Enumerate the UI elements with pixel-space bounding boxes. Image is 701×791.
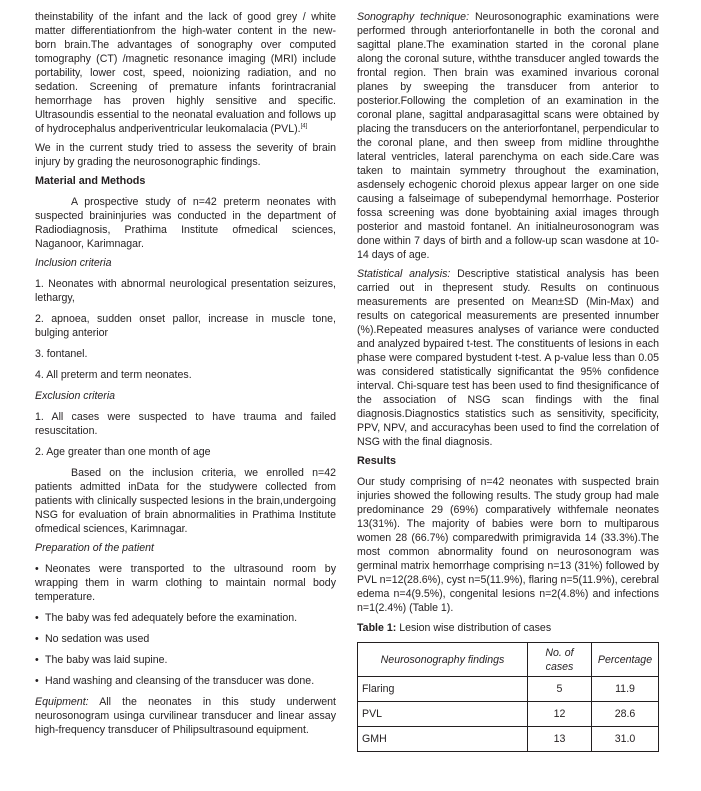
preparation-heading: Preparation of the patient <box>35 542 154 554</box>
inclusion-heading: Inclusion criteria <box>35 257 112 269</box>
preparation-item: • Hand washing and cleansing of the transducer was done. <box>35 675 315 687</box>
bullet-icon: • <box>35 563 39 575</box>
inclusion-item: 3. fontanel. <box>35 348 88 360</box>
table-cell: 5 <box>528 677 592 702</box>
enrolled-paragraph: Based on the inclusion criteria, we enrolled n=42 patients admitted inData for the studywere collected from patients with clinically suspected lesions in the brain,undergoing NSG for evaluation of brain abnormalities in Prathima Institute ofmedical sciences, Karimnagar. <box>35 467 336 535</box>
table-header-row <box>358 643 659 677</box>
sonography-label: Sonography technique: <box>357 11 470 23</box>
left-column <box>35 10 336 742</box>
table-cell: Flaring <box>358 677 528 702</box>
methods-heading: Material and Methods <box>35 175 146 187</box>
table-row <box>358 677 659 702</box>
lesion-table <box>357 642 659 752</box>
bullet-icon: • <box>35 654 39 666</box>
exclusion-heading: Exclusion criteria <box>35 390 116 402</box>
table-cell: 13 <box>528 727 592 752</box>
table-row <box>358 702 659 727</box>
table-cell: PVL <box>358 702 528 727</box>
bullet-icon: • <box>35 633 39 645</box>
preparation-item: • The baby was fed adequately before the examination. <box>35 612 298 624</box>
bullet-icon: • <box>35 675 39 687</box>
table-row <box>358 727 659 752</box>
right-column <box>357 10 659 752</box>
results-paragraph: Our study comprising of n=42 neonates with suspected brain injuries showed the following results. The study group had male predominance 29 (69%) comparatively withfemale neonates 13(31%). The majority of babies were born to multiparous women 28 (66.7%) comparedwith primigravida 14 (33.3%).The most common abnormality found on neurosonogram was germinal matrix hemorrhage comprising n=13 (31%) followed by PVL n=12(28.6%), cyst n=5(11.9%), flaring n=5(11.9%), cerebral edema n=4(9.5%), congenital lesions n=2(4.8%) and infections n=1(2.4%) (Table 1). <box>357 476 659 614</box>
reference-marker: [4] <box>300 123 308 130</box>
intro-paragraph-2: We in the current study tried to assess the severity of brain injury by grading the neurosonographic findings. <box>35 142 336 168</box>
inclusion-item: 2. apnoea, sudden onset pallor, increase in muscle tone, bulging anterior <box>35 313 336 339</box>
preparation-item: • The baby was laid supine. <box>35 654 168 666</box>
equipment-label: Equipment: <box>35 696 89 708</box>
methods-paragraph: A prospective study of n=42 preterm neonates with suspected braininjuries was conducted in the department of Radiodiagnosis, Prathima Institute ofmedical sciences, Naganoor, Karimnagar. <box>35 196 336 250</box>
table-cell: 11.9 <box>592 677 659 702</box>
inclusion-item: 4. All preterm and term neonates. <box>35 369 192 381</box>
table-cell: 31.0 <box>592 727 659 752</box>
preparation-item: • No sedation was used <box>35 633 150 645</box>
table-cell: 12 <box>528 702 592 727</box>
preparation-item: • Neonates were transported to the ultrasound room by wrapping them in warm clothing to maintain normal body temperature. <box>35 563 336 603</box>
table-header: Neurosonography findings <box>358 643 528 677</box>
statistics-label: Statistical analysis: <box>357 268 451 280</box>
table-header: Percentage <box>592 643 659 677</box>
exclusion-item: 2. Age greater than one month of age <box>35 446 211 458</box>
results-heading: Results <box>357 455 397 467</box>
table-cell: GMH <box>358 727 528 752</box>
exclusion-item: 1. All cases were suspected to have trauma and failed resuscitation. <box>35 411 336 437</box>
statistics-paragraph: Statistical analysis: Descriptive statistical analysis has been carried out in thepresent study. Results on continuous measurements are presented on Mean±SD (Min-Max) and results on categorical measurements are presented innumber (%).Repeated measures analyses of variance were conducted and analyzed bypaired t-test. The constituents of lesions in each phase were compared bystudent t-test. A p-value less than 0.05 was considered statistically significantat the 95% confidence interval. Chi-square test has been used to find thesignificance of the association of NSG scan findings with the final diagnosis.Diagnostics statistics such as sensitivity, specificity, PPV, NPV, and accuracyhas been used to find the correlation of NSG with the final diagnosis. <box>357 268 659 448</box>
bullet-icon: • <box>35 612 39 624</box>
intro-paragraph: theinstability of the infant and the lack of good grey / white matter differentiationfrom the high-water content in the new-born brain.The advantages of sonography over computed tomography (CT) /magnetic resonance imaging (MRI) include portability, lower cost, speed, noionizing radiation, and no sedation. Screening of premature infants forintracranial hemorrhage has proven highly sensitive and specific. Ultrasoundis essential to the neonatal evaluation and follows up of hydrocephalus andperiventricular leukomalacia (PVL).[4] <box>35 11 336 135</box>
table-cell: 28.6 <box>592 702 659 727</box>
table-caption: Table 1: Lesion wise distribution of cases <box>357 622 552 634</box>
inclusion-item: 1. Neonates with abnormal neurological presentation seizures, lethargy, <box>35 278 336 304</box>
sonography-paragraph: Sonography technique: Neurosonographic examinations were performed through anteriorfontanelle in both the coronal and sagittal plane.The examination started in the coronal plane along the coronal suture, withthe transducer angled towards the frontal region. Then brain was examined invarious coronal planes by sweeping the transducer from anterior to posterior.Following the completion of an examination in the coronal plane, sagittal andparasagittal scans were obtained by placing the transducers on the anteriorfontanel, perpendicular to the coronal plane, and then sweep from midline throughthe lateral ventricles, lateral parenchyma on each side.Care was taken to maintain symmetry throughout the examination, asdensely echogenic choroid plexus appear larger on one side causing a falseimage of subependymal hemorrhage. Posterior fossa screening was done byobtaining axial images through posterior and mastoid fontanel. An initialneurosonogram was done within 7 days of birth and a follow-up scan wasdone at 10-14 days of age. <box>357 11 659 261</box>
table-header: No. of cases <box>528 643 592 677</box>
equipment-paragraph: Equipment: All the neonates in this study underwent neurosonogram usinga curvilinear transducer and linear assay high-frequency transducer of Philipsultrasound equipment. <box>35 696 336 736</box>
